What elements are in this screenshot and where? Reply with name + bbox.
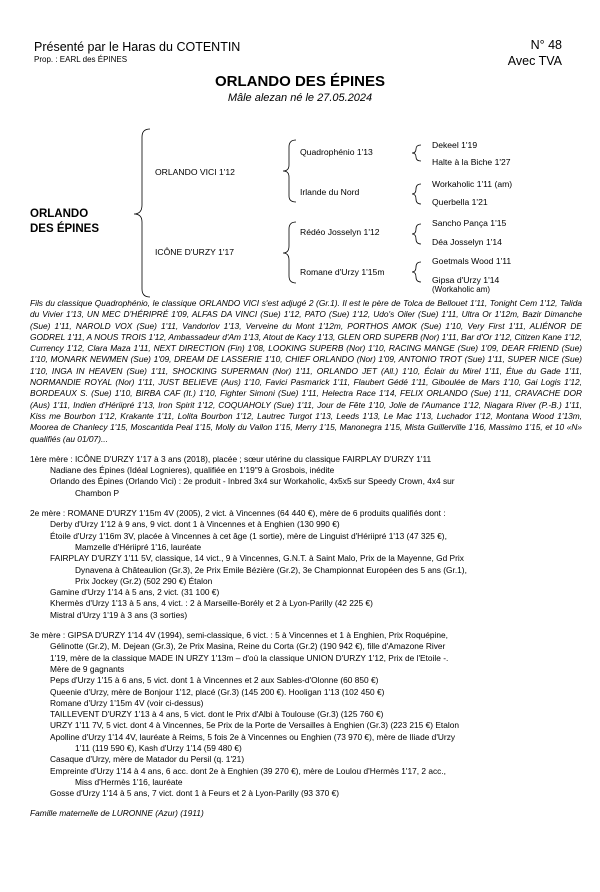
proprietor-line: Prop. : EARL des ÉPINES [34, 55, 128, 64]
produce-line: Queenie d'Urzy, mère de Bonjour 1'12, placé (Gr.3) (145 200 €). Hooligan 1'13 (102 450 €) [50, 686, 385, 697]
produce-line: Peps d'Urzy 1'15 à 6 ans, 5 vict. dont 1 à Vincennes et 2 aux Sables-d'Olonne (60 850 €) [50, 675, 379, 686]
lot-number: N° 48 [530, 38, 562, 52]
gen3-ancestor: Rédéo Josselyn 1'12 [300, 227, 380, 237]
gen3-ancestor: Romane d'Urzy 1'15m [300, 267, 385, 277]
gen4-ancestor: Gipsa d'Urzy 1'14 [432, 275, 500, 285]
third-dam-heading-cont: Mère de 9 gagnants [50, 663, 125, 674]
dam-name: ICÔNE D'URZY 1'17 [155, 247, 235, 257]
gen4-ancestor: Goetmals Wood 1'11 [432, 256, 512, 266]
produce-line: Miss d'Hermès 1'16, lauréate [75, 776, 183, 787]
produce-line: 1'11 (119 590 €), Kash d'Urzy 1'14 (59 480 €) [75, 742, 242, 753]
produce-line: Gosse d'Urzy 1'14 à 5 ans, 7 vict. dont 1 à Feurs et 2 à Lyon-Parilly (93 370 €) [50, 788, 340, 799]
gen4-ancestor: Déa Josselyn 1'14 [432, 237, 502, 247]
produce-line: Empreinte d'Urzy 1'14 à 4 ans, 6 acc. dont 2e à Enghien (39 270 €), mère de Loulou d'Hermès 1'17, 2 acc., [50, 765, 446, 776]
page-subtitle: Mâle alezan né le 27.05.2024 [227, 92, 373, 104]
gen4-ancestor: Querbella 1'21 [432, 197, 488, 207]
gen3-ancestor: Quadrophénio 1'13 [300, 147, 373, 157]
produce-line: Nadiane des Épines (Idéal Lognieres), qualifiée en 1'19"9 à Grosbois, inédite [50, 465, 335, 476]
first-dam-heading: 1ère mère : ICÔNE D'URZY 1'17 à 3 ans (2018), placée ; sœur utérine du classique FAIRPLAY D'URZY 1'11 [30, 453, 432, 464]
sire-paragraph: Fils du classique Quadrophénio, le classique ORLANDO VICI s'est adjugé 2 (Gr.1). Il est le père de Tolca de Bellouet 1'11, Tonight Cem 1'12, Talida du Vivier 1'13, UN MEC D'HÉRIPRÉ 1'09, ALFAS DA VINCI (Sue) 1'12, PATO (Sue) 1'12, Udo's Oiler (Sue) 1'11, Ultra Or 1'12m, Bazir Dimanche (Sue) 1'11, NAROLD VOX (Sue) 1'11, Vandorlov 1'13, Verveine du Mont 1'12m, PORTHOS AMOK (Sue) 1'10, Very First 1'11, ALIÉNOR DE GODREL 1'11, A NOUS TROIS 1'12, Ambassadeur d'Am 1'13, Atout de Kacy 1'13, GLEN ORD SUPERB (Nor) 1'11, Bar d'Or 1'12, Citizen Kane 1'12, Currency 1'12, Clara Maza 1'11, NEXT DIRECTION (Fin) 1'08, LOOKING SUPERB (Nor) 1'10, RACING MANGE (Sue) 1'09, DEAR FRIEND (Sue) 1'10, MONARK NEWMEN (Sue) 1'09, DREAM DE LASSERIE 1'10, CHIEF ORLANDO (Nor) 1'09, ANTONIO TROT (Sue) 1'11, SUPER NICE (Sue) 1'10, INGA IN HEAVEN (Sue) 1'11, SHOCKING SUPERMAN (Nor) 1'11, ORLANDO JET (All.) 1'10, Éclair du Mirel 1'11, Élue du Gade 1'11, NORMANDIE ROYAL (Nor) 1'11, JUST BELIEVE (Aus) 1'10, Favici Pasmarick 1'11, Flaubert Gédé 1'11, Giboulée de Mars 1'10, Gai Logis 1'12, BORDEAUX S. (Sue) 1'10, BIRBA CAF (It.) 1'10, Fighter Simoni (Sue) 1'11, Helectra Race 1'14, FELIX ORLANDO (Sue) 1'11, CRAVACHE DOR (Aus) 1'11, Indien d'Hériipré 1'13, Iron Spirit 1'12, COQUAHOLY (Sue) 1'11, Jour de Fête 1'10, Jolie de l'Aumance 1'12, Niagara River (P.-B.) 1'11, Kiss me Bourbon 1'12, Krakante 1'11, Lolita Bourbon 1'12, Lautrec Turgot 1'13, Leeds 1'13, Le Mac 1'13, Luchador 1'12, Montana Wood 1'13m, Moorea de Chanlecy 1'15, Moscantida Peal 1'15, Molly du Vallon 1'15, Merry 1'15, Manonegra 1'15, Mista Guillerville 1'16, Massimo 1'15, et 10 «N» qualifiés (au 01/07)... [30, 298, 582, 444]
produce-line: TAILLEVENT D'URZY 1'13 à 4 ans, 5 vict. dont le Prix d'Albi à Toulouse (Gr.3) (125 760 €) [50, 709, 384, 720]
body-text [30, 298, 582, 820]
second-dam-heading: 2e mère : ROMANE D'URZY 1'15m 4V (2005), 2 vict. à Vincennes (64 440 €), mère de 6 produits qualifiés dont : [30, 508, 446, 519]
horse-name-line: DES ÉPINES [30, 223, 100, 235]
horse-name [30, 207, 99, 237]
gen4-ancestor: Sancho Pança 1'15 [432, 218, 507, 228]
horse-name-line: ORLANDO [30, 208, 89, 220]
produce-line: Romane d'Urzy 1'15m 4V (voir ci-dessus) [50, 697, 204, 708]
third-dam-heading-cont: Gélinotte (Gr.2), M. Dejean (Gr.3), 2e Prix Masina, Reine du Corta (Gr.2) (190 942 €), fille d'Amazone River [50, 641, 446, 652]
produce-line: Gamine d'Urzy 1'14 à 5 ans, 2 vict. (31 100 €) [50, 587, 220, 598]
produce-line: Casaque d'Urzy, mère de Matador du Persil (q. 1'21) [50, 754, 245, 765]
produce-line: Prix Jockey (Gr.2) (502 290 €) Étalon [75, 575, 213, 586]
produce-line: Dynavena à Châteaulion (Gr.3), 2e Prix Emile Bézière (Gr.2), 3e Championnat Européen des 5 ans (Gr.1), [75, 564, 467, 575]
produce-line: Étoile d'Urzy 1'16m 3V, placée à Vincennes à cet âge (1 sortie), mère de Linguist d'Hériipré 1'13 (47 325 €), [50, 530, 447, 541]
gen3-ancestor: Irlande du Nord [300, 187, 360, 197]
produce-line: Chambon P [75, 487, 120, 498]
produce-line: Mistral d'Urzy 1'19 à 3 ans (3 sorties) [50, 609, 188, 620]
produce-line: Derby d'Urzy 1'12 à 9 ans, 9 vict. dont 1 à Vincennes et à Enghien (130 990 €) [50, 519, 340, 530]
produce-line: Mamzelle d'Hériipré 1'16, lauréate [75, 541, 202, 552]
gen4-ancestor-note: (Workaholic am) [432, 285, 491, 294]
third-dam-heading: 3e mère : GIPSA D'URZY 1'14 4V (1994), semi-classique, 6 vict. : 5 à Vincennes et 1 à Enghien, Prix Roquépine, [30, 630, 448, 641]
tva-label: Avec TVA [507, 54, 562, 68]
page-title: ORLANDO DES ÉPINES [214, 73, 386, 90]
gen4-ancestor: Dekeel 1'19 [432, 140, 478, 150]
produce-line: FAIRPLAY D'URZY 1'11 5V, classique, 14 vict., 9 à Vincennes, G.N.T. à Saint Malo, Prix de la Mayenne, Gd Prix [50, 553, 464, 564]
maternal-family: Famille maternelle de LURONNE (Azur) (1911) [30, 808, 204, 819]
presenter-line: Présenté par le Haras du COTENTIN [34, 40, 241, 54]
gen4-ancestor: Halte à la Biche 1'27 [432, 157, 511, 167]
produce-line: URZY 1'11 7V, 5 vict. dont 4 à Vincennes, 5e Prix de la Porte de Versailles à Enghien (Gr.3) (223 215 €) Etalon [50, 720, 459, 731]
gen4-ancestor: Workaholic 1'11 (am) [432, 179, 513, 189]
produce-line: Orlando des Épines (Orlando Vici) : 2e produit - Inbred 3x4 sur Workaholic, 4x5x5 sur Speedy Crown, 4x4 sur [50, 476, 455, 487]
sire-name: ORLANDO VICI 1'12 [155, 167, 235, 177]
produce-line: Khermès d'Urzy 1'13 à 5 ans, 4 vict. : 2 à Marseille-Borély et 2 à Lyon-Parilly (42 225 €) [50, 598, 373, 609]
third-dam-heading-cont: 1'19, mère de la classique MADE IN URZY 1'13m – d'où la classique UNION D'URZY 1'12, Prix de l'Etoile -. [50, 652, 449, 663]
produce-line: Apolline d'Urzy 1'14 4V, lauréate à Reims, 5 fois 2e à Vincennes ou Enghien (73 970 €), mère de Iliade d'Urzy [50, 731, 456, 742]
